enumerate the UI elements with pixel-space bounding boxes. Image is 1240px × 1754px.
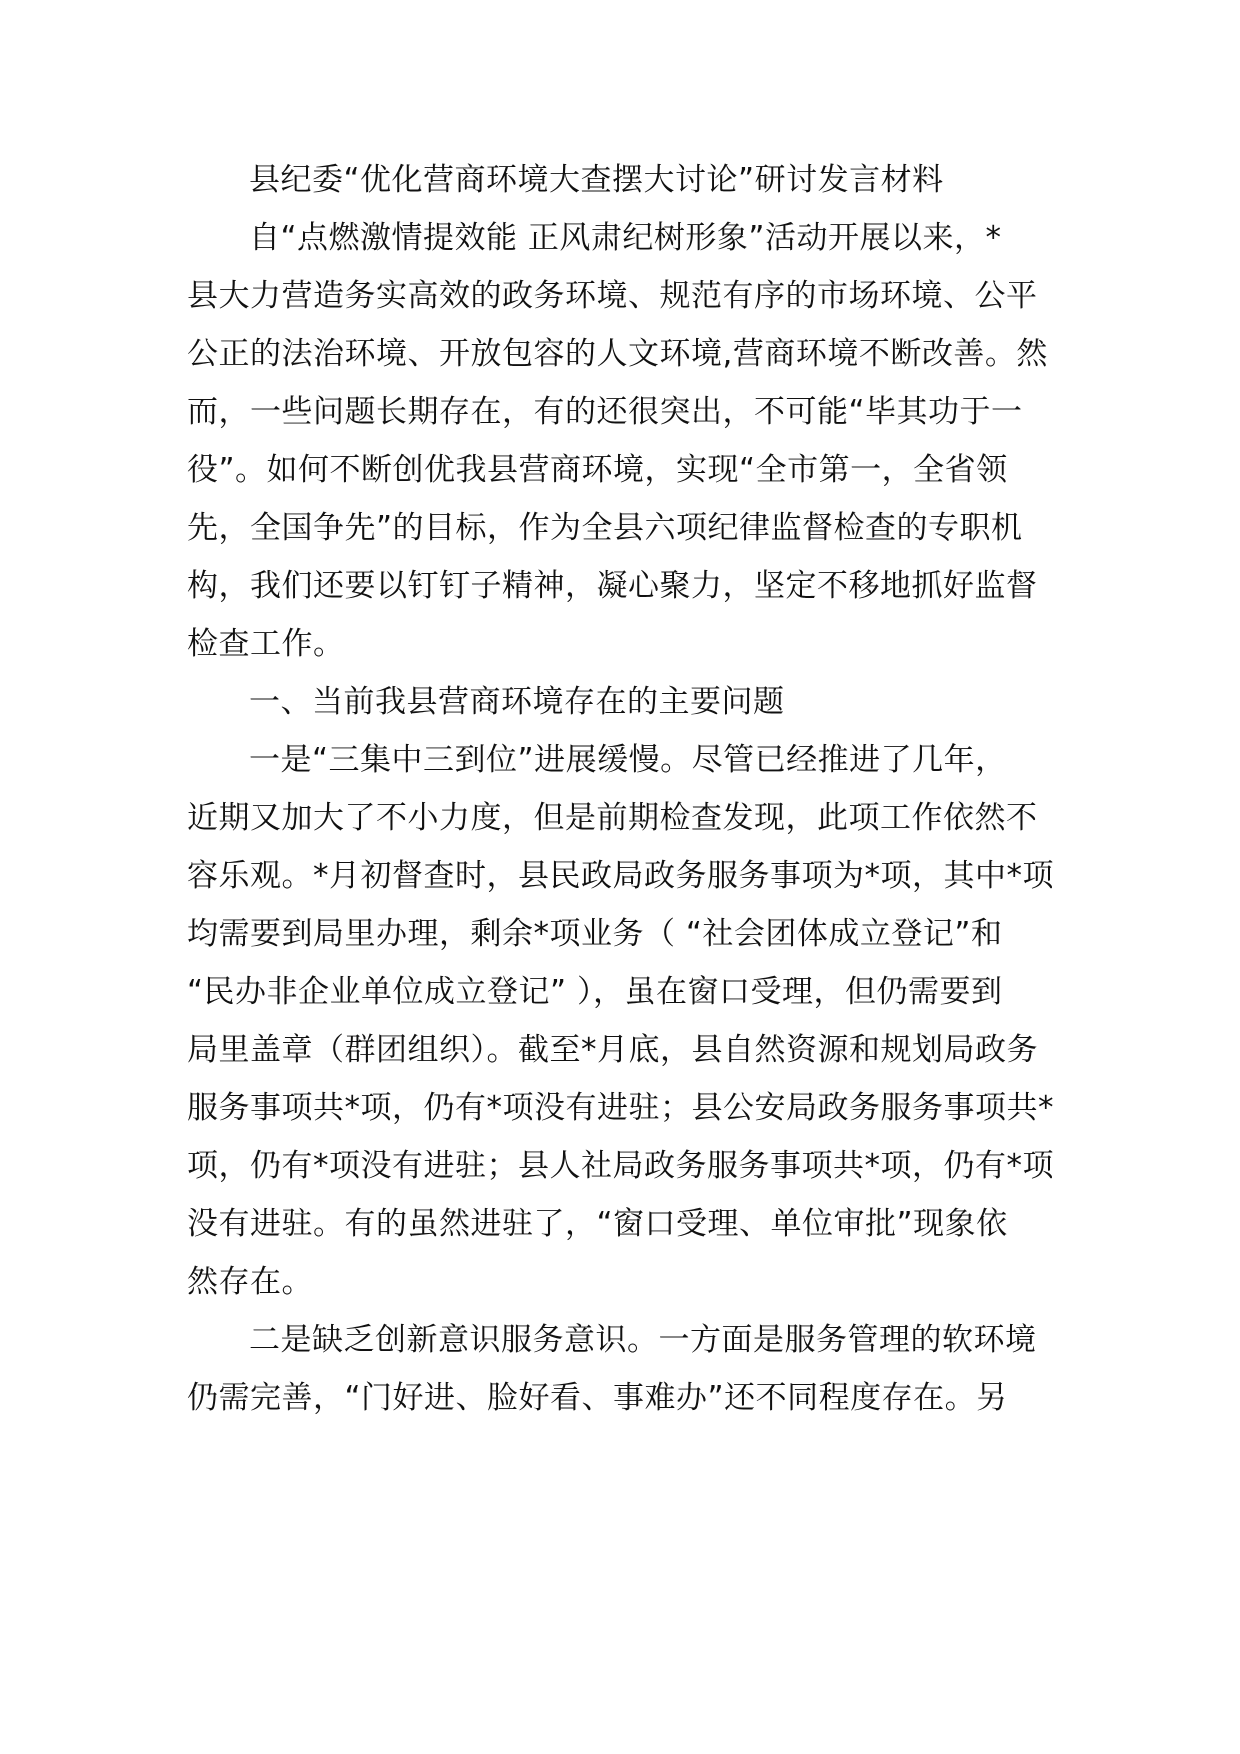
- text-line: 先，全国争先”的目标，作为全县六项纪律监督检查的专职机: [187, 510, 1023, 546]
- text-line: 役”。如何不断创优我县营商环境，实现“全市第一，全省领: [187, 452, 1008, 488]
- text-line: 均需要到局里办理，剩余*项业务（ “社会团体成立登记”和: [187, 916, 1003, 952]
- document-title: 县纪委“优化营商环境大查摆大讨论”研讨发言材料: [249, 162, 944, 198]
- text-line: 局里盖章（群团组织）。截至*月底，县自然资源和规划局政务: [187, 1032, 1038, 1068]
- text-line: 而，一些问题长期存在，有的还很突出，不可能“毕其功于一: [187, 394, 1023, 430]
- text-line: 然存在。: [187, 1264, 313, 1300]
- text-line: 容乐观。*月初督查时，县民政局政务服务事项为*项，其中*项: [187, 858, 1054, 894]
- text-line: 近期又加大了不小力度，但是前期检查发现，此项工作依然不: [187, 800, 1038, 836]
- text-line: 构，我们还要以钉钉子精神，凝心聚力，坚定不移地抓好监督: [187, 568, 1038, 604]
- text-line: “民办非企业单位成立登记” ），虽在窗口受理，但仍需要到: [187, 974, 1003, 1010]
- text-line: 一是“三集中三到位”进展缓慢。尽管已经推进了几年，: [249, 742, 1007, 778]
- text-line: 公正的法治环境、开放包容的人文环境,营商环境不断改善。然: [187, 336, 1048, 372]
- text-line: 仍需完善，“门好进、脸好看、事难办”还不同程度存在。另: [187, 1380, 1008, 1416]
- text-line: 服务事项共*项，仍有*项没有进驻；县公安局政务服务事项共*: [187, 1090, 1054, 1126]
- text-line: 没有进驻。有的虽然进驻了，“窗口受理、单位审批”现象依: [187, 1206, 1008, 1242]
- section-heading: 一、当前我县营商环境存在的主要问题: [249, 684, 785, 720]
- text-line: 自“点燃激情提效能 正风肃纪树形象”活动开展以来，*: [249, 220, 1002, 256]
- text-line: 二是缺乏创新意识服务意识。一方面是服务管理的软环境: [249, 1322, 1037, 1358]
- text-line: 项，仍有*项没有进驻；县人社局政务服务事项共*项，仍有*项: [187, 1148, 1054, 1184]
- text-line: 检查工作。: [187, 626, 345, 662]
- text-line: 县大力营造务实高效的政务环境、规范有序的市场环境、公平: [187, 278, 1038, 314]
